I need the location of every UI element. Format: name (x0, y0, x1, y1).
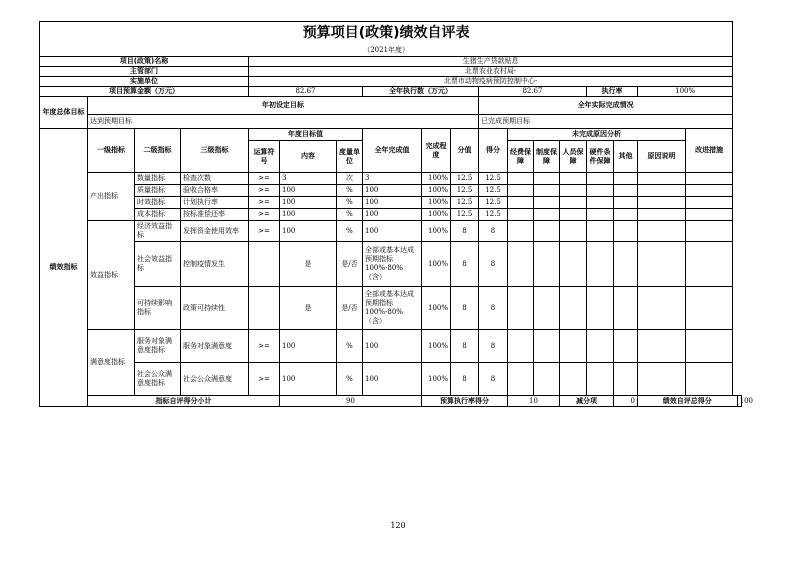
row-l2: 社会效益指标 (135, 242, 181, 287)
row-score: 8 (479, 287, 508, 330)
subtotal-value: 90 (280, 396, 422, 407)
rate-label: 执行率 (587, 87, 638, 97)
row-full: 3 (363, 173, 422, 185)
row-op: >= (249, 221, 280, 242)
row-l3: 按标准偿还率 (181, 209, 249, 221)
reason-staff-header: 人员保障 (560, 141, 587, 173)
total-score-value: 100 (737, 396, 741, 407)
row-unit: % (337, 221, 363, 242)
row-value: 12.5 (451, 185, 479, 197)
row-unit: 是/否 (337, 287, 363, 330)
dept-value: 北票农业农村局- (249, 67, 733, 77)
content-header: 内容 (280, 141, 337, 173)
row-unit: % (337, 330, 363, 363)
budget-value: 82.67 (249, 87, 363, 97)
exec-value: 82.67 (479, 87, 587, 97)
exec-score-label: 预算执行率得分 (422, 396, 508, 407)
row-full: 100 (363, 209, 422, 221)
row-full: 100 (363, 330, 422, 363)
budget-label: 项目预算金额（万元） (40, 87, 249, 97)
row-op (249, 242, 280, 287)
row-l2: 可持续影响指标 (135, 287, 181, 330)
row-score: 12.5 (479, 209, 508, 221)
reason-system-header: 制度保障 (534, 141, 560, 173)
group-output: 产出指标 (88, 173, 135, 221)
row-op: >= (249, 363, 280, 396)
evaluation-form (39, 21, 753, 407)
row-l2: 时效指标 (135, 197, 181, 209)
row-full: 100 (363, 363, 422, 396)
row-op: >= (249, 173, 280, 185)
row-op (249, 287, 280, 330)
completion-header: 完成程度 (422, 129, 451, 173)
row-value: 8 (451, 242, 479, 287)
score-header: 得分 (479, 129, 508, 173)
row-value: 12.5 (451, 197, 479, 209)
reason-funds-header: 经费保障 (508, 141, 534, 173)
initial-goal-value: 达到预期目标 (88, 115, 479, 129)
row-completion: 100% (422, 330, 451, 363)
row-unit: % (337, 185, 363, 197)
row-content: 100 (280, 330, 337, 363)
reason-header: 未完成原因分析 (508, 129, 686, 141)
unit-header: 度量单位 (337, 141, 363, 173)
row-l3: 服务对象满意度 (181, 330, 249, 363)
row-unit: 次 (337, 173, 363, 185)
row-value: 12.5 (451, 209, 479, 221)
reason-other-header: 其他 (614, 141, 638, 173)
initial-goal-header: 年初设定目标 (88, 97, 479, 115)
row-content: 是 (280, 242, 337, 287)
year-label: （2021年度） (40, 44, 733, 57)
group-benefit: 效益指标 (88, 221, 135, 330)
dept-label: 主管部门 (40, 67, 249, 77)
row-completion: 100% (422, 242, 451, 287)
reason-desc-header: 原因说明 (638, 141, 686, 173)
page-title: 预算项目(政策)绩效自评表 (40, 22, 733, 45)
row-unit: % (337, 363, 363, 396)
score-value-header: 分值 (451, 129, 479, 173)
exec-label: 全年执行数（万元） (363, 87, 479, 97)
annual-goal-label: 年度总体目标 (40, 97, 88, 129)
row-full: 100 (363, 197, 422, 209)
row-l3: 控制疫情发生 (181, 242, 249, 287)
row-full: 全部或基本达成预期指标100%-80%（含） (363, 242, 422, 287)
row-completion: 100% (422, 173, 451, 185)
actual-goal-value: 已完成预期目标 (479, 115, 733, 129)
row-value: 8 (451, 287, 479, 330)
row-content: 100 (280, 209, 337, 221)
row-completion: 100% (422, 363, 451, 396)
row-completion: 100% (422, 287, 451, 330)
row-op: >= (249, 185, 280, 197)
row-score: 12.5 (479, 185, 508, 197)
op-header: 运算符号 (249, 141, 280, 173)
row-value: 8 (451, 221, 479, 242)
row-l2: 社会公众满意度指标 (135, 363, 181, 396)
project-name-label: 项目(政策)名称 (40, 57, 249, 67)
row-l3: 发挥资金使用效率 (181, 221, 249, 242)
row-l2: 经济效益指标 (135, 221, 181, 242)
row-op: >= (249, 330, 280, 363)
full-year-header: 全年完成值 (363, 129, 422, 173)
level2-header: 二级指标 (135, 129, 181, 173)
row-op: >= (249, 197, 280, 209)
row-content: 100 (280, 185, 337, 197)
evaluation-table (39, 21, 753, 407)
row-completion: 100% (422, 221, 451, 242)
row-value: 8 (451, 330, 479, 363)
exec-score-value: 10 (508, 396, 560, 407)
row-content: 100 (280, 197, 337, 209)
reason-hardware-header: 硬件条件保障 (587, 141, 614, 173)
row-unit: 是/否 (337, 242, 363, 287)
row-score: 12.5 (479, 173, 508, 185)
row-unit: % (337, 197, 363, 209)
row-l2: 数量指标 (135, 173, 181, 185)
year-target-header: 年度目标值 (249, 129, 363, 141)
level3-header: 三级指标 (181, 129, 249, 173)
unit-value: 北票市动物疫病预防控制中心- (249, 77, 733, 87)
group-satisfaction: 满意度指标 (88, 330, 135, 396)
row-full: 100 (363, 221, 422, 242)
row-score: 8 (479, 363, 508, 396)
page-number: 120 (390, 521, 406, 530)
row-completion: 100% (422, 209, 451, 221)
row-value: 8 (451, 363, 479, 396)
row-content: 100 (280, 221, 337, 242)
row-l2: 成本指标 (135, 209, 181, 221)
row-value: 12.5 (451, 173, 479, 185)
row-score: 8 (479, 221, 508, 242)
row-content: 100 (280, 363, 337, 396)
subtotal-label: 指标自评得分小计 (88, 396, 280, 407)
unit-label: 实施单位 (40, 77, 249, 87)
row-l2: 服务对象满意度指标 (135, 330, 181, 363)
row-full: 全部或基本达成预期指标100%-80%（含） (363, 287, 422, 330)
deduct-label: 减分项 (560, 396, 614, 407)
row-completion: 100% (422, 197, 451, 209)
row-op: >= (249, 209, 280, 221)
row-unit: % (337, 209, 363, 221)
row-l3: 政策可持续性 (181, 287, 249, 330)
actual-goal-header: 全年实际完成情况 (479, 97, 733, 115)
row-content: 是 (280, 287, 337, 330)
rate-value: 100% (638, 87, 733, 97)
row-l3: 检查次数 (181, 173, 249, 185)
level1-header: 一级指标 (88, 129, 135, 173)
row-l3: 验收合格率 (181, 185, 249, 197)
improve-header: 改进措施 (686, 129, 733, 173)
row-score: 8 (479, 242, 508, 287)
row-full: 100 (363, 185, 422, 197)
row-l3: 社会公众满意度 (181, 363, 249, 396)
deduct-value: 0 (614, 396, 638, 407)
row-completion: 100% (422, 185, 451, 197)
total-score-label: 绩效自评总得分 (638, 396, 738, 407)
row-content: 3 (280, 173, 337, 185)
perf-indicator-label: 绩效指标 (40, 129, 88, 407)
project-name-value: 生猪生产贷款贴息 (249, 57, 733, 67)
row-l2: 质量指标 (135, 185, 181, 197)
row-score: 8 (479, 330, 508, 363)
row-l3: 计划执行率 (181, 197, 249, 209)
row-score: 12.5 (479, 197, 508, 209)
